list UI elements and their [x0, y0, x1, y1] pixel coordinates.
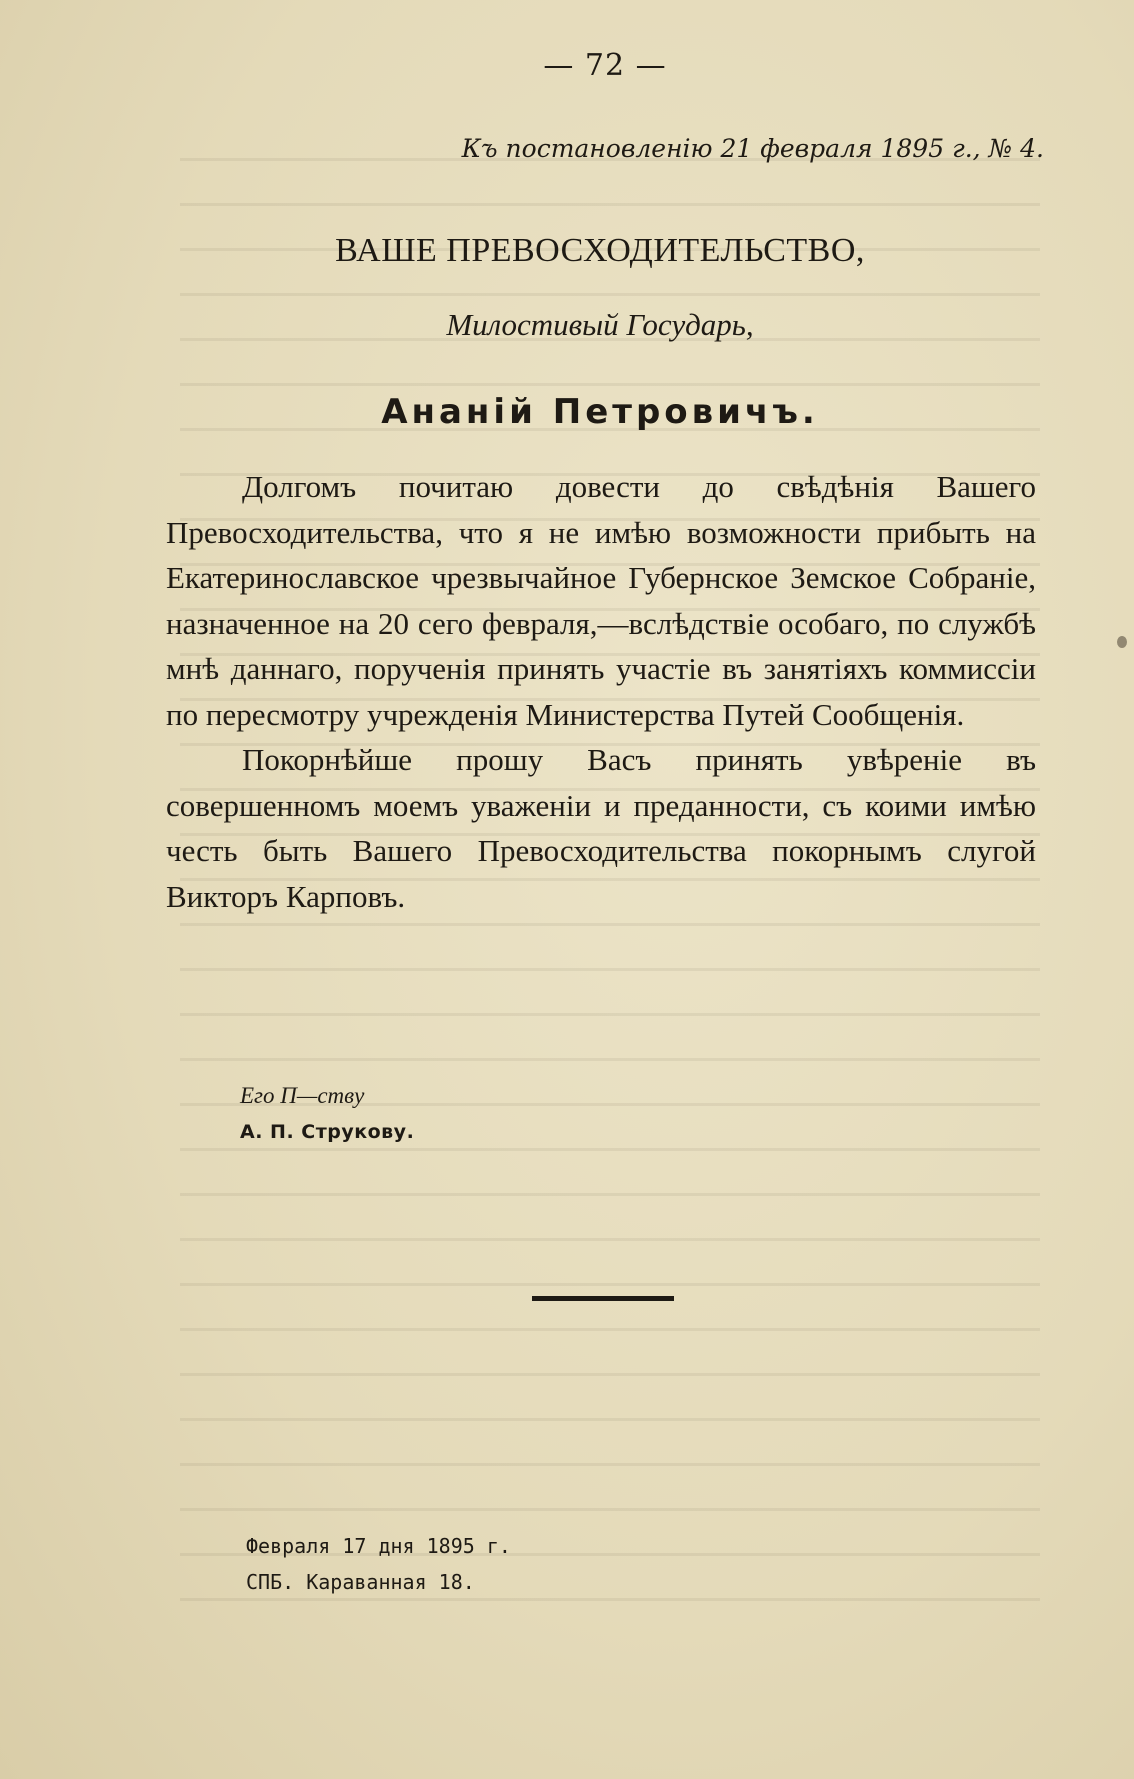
letter-body — [166, 464, 1036, 919]
sender-address: СПБ. Караванная 18. — [246, 1570, 475, 1594]
page-number: — 72 — — [543, 48, 667, 83]
letter-salutation: ВАШЕ ПРЕВОСХОДИТЕЛЬСТВО, — [335, 232, 865, 269]
ink-blot — [1117, 636, 1127, 648]
recipient-block — [240, 1078, 414, 1150]
letter-paragraph-2: Покорнѣйше прошу Васъ принять увѣреніе въ совершенномъ моемъ уваженіи и преданности, съ коими имѣю честь быть Вашего Превосходительства покорнымъ слугой Викторъ Карповъ. — [166, 742, 1036, 914]
date-address-block — [246, 1528, 511, 1600]
horizontal-rule — [532, 1296, 674, 1301]
recipient-title: Его П—ству — [240, 1083, 365, 1108]
resolution-reference: Къ постановленію 21 февраля 1895 г., № 4. — [461, 134, 1044, 163]
recipient-name: А. П. Струкову. — [240, 1121, 415, 1143]
letter-greeting: Милостивый Государь, — [446, 307, 754, 342]
letter-paragraph-1: Долгомъ почитаю довести до свѣдѣнія Вашего Превосходительства, что я не имѣю возможности прибыть на Екатеринославское чрезвычайное Губернское Земское Собраніе, назначенное на 20 сего февраля,—вслѣдствіе особаго, по службѣ мнѣ даннаго, порученія принять участіе въ занятіяхъ коммиссіи по пересмотру учрежденія Министерства Путей Сообщенія. — [166, 469, 1036, 732]
letter-date: Февраля 17 дня 1895 г. — [246, 1534, 511, 1558]
letter-addressee: Ананій Петровичъ. — [381, 392, 819, 432]
